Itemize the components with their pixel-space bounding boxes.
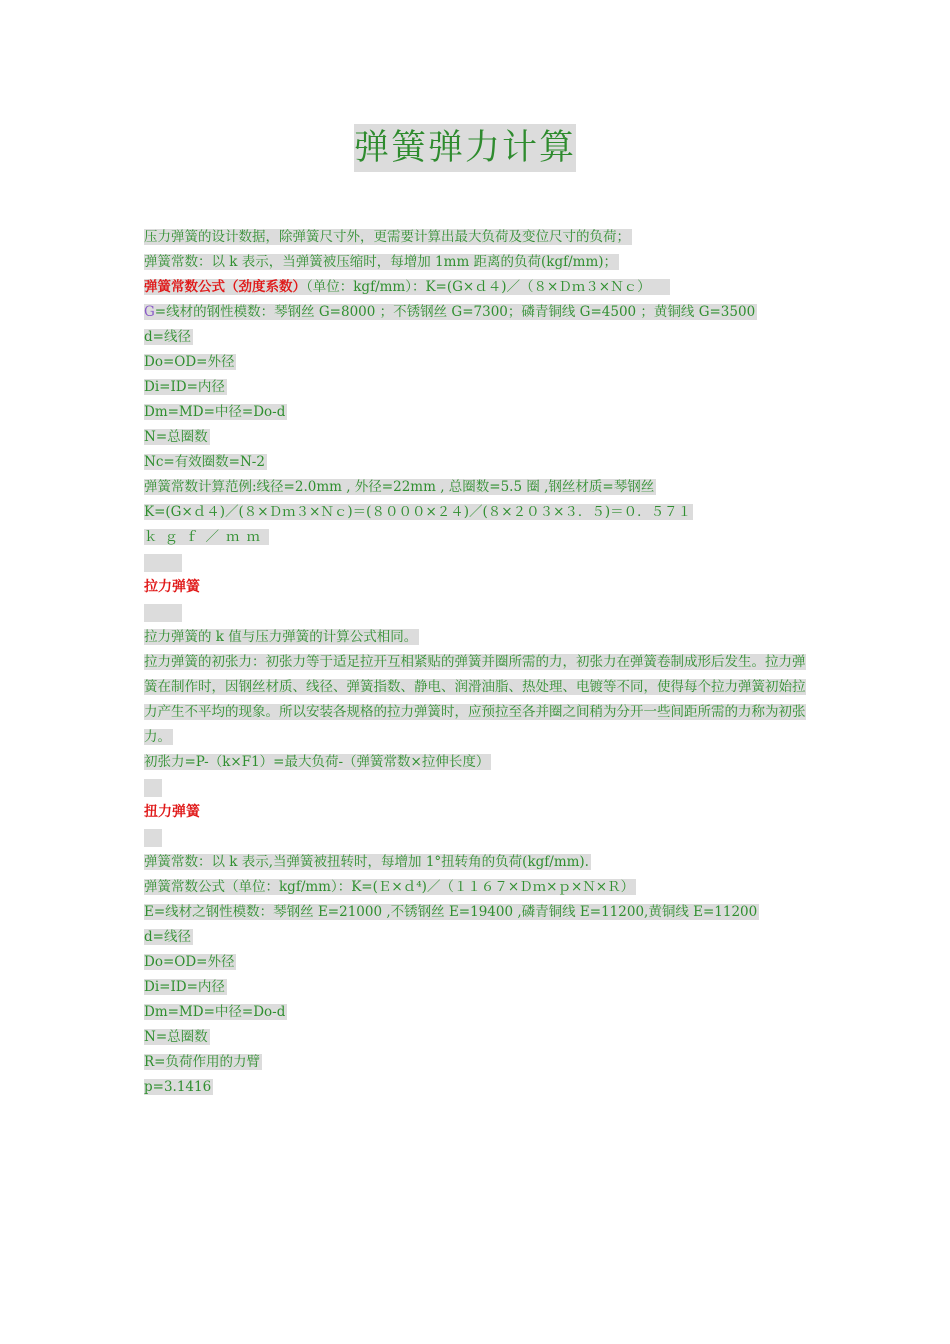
def-outer-diameter: Do=OD=外径 (144, 954, 235, 970)
paragraph-example: 弹簧常数计算范例:线径=2.0mm , 外径=22mm , 总圈数=5.5 圈 ,钢丝材质=琴钢丝 (144, 479, 655, 495)
formula-label: 弹簧常数公式（劲度系数） (144, 279, 306, 295)
heading-torsion-spring: 扭力弹簧 (144, 804, 200, 820)
def-wire-diameter: d=线径 (144, 929, 191, 945)
def-pi-value: p=3.1416 (144, 1079, 212, 1095)
g-symbol: G (144, 304, 155, 320)
blank-line (144, 825, 814, 850)
paragraph-initial-tension: 拉力弹簧的初张力：初张力等于适足拉开互相紧贴的弹簧并圈所需的力，初张力在弹簧卷制成形后发生。拉力弹簧在制作时，因钢丝材质、线径、弹簧指数、静电、润滑油脂、热处理、电镀等不同，使得每个拉力弹簧初始拉力产生不平均的现象。所以安装各规格的拉力弹簧时，应预拉至各并圈之间稍为分开一些间距所需的力称为初张力。 (144, 654, 806, 745)
formula-text: （单位：kgf/mm）：K=(G×ｄ４)／（８×Ｄｍ３×Ｎｃ） (306, 279, 651, 295)
def-outer-diameter: Do=OD=外径 (144, 354, 235, 370)
paragraph-tension-k: 拉力弹簧的 k 值与压力弹簧的计算公式相同。 (144, 629, 418, 645)
paragraph-e-modulus: E=线材之钢性模数：琴钢丝 E=21000 ,不锈钢丝 E=19400 ,磷青铜线 E=11200,黄铜线 E=11200 (144, 904, 758, 920)
def-load-arm: R=负荷作用的力臂 (144, 1054, 260, 1070)
paragraph-initial-tension-formula: 初张力=P-（k×F1）=最大负荷-（弹簧常数×拉伸长度） (144, 754, 490, 770)
paragraph-example-calc: K=(G×ｄ４)／(８×Ｄｍ３×Ｎｃ)＝(８０００×２４)／(８×２０３×３．５)＝０．５７１ (144, 504, 692, 520)
def-total-coils: N=总圈数 (144, 429, 208, 445)
paragraph-g-modulus: G=线材的钢性模数：琴钢丝 G=8000 ；不锈钢丝 G=7300；磷青铜线 G=4500 ；黄铜线 G=3500 (144, 304, 756, 320)
blank-line (144, 550, 814, 575)
paragraph-constant-formula (144, 275, 814, 300)
heading-tension-spring: 拉力弹簧 (144, 579, 200, 595)
paragraph-constant-definition: 弹簧常数：以 k 表示，当弹簧被压缩时，每增加 1mm 距离的负荷(kgf/mm)； (144, 254, 618, 270)
paragraph-torsion-formula: 弹簧常数公式（单位：kgf/mm）：K=(Ｅ×ｄ⁴)／（１１６７×Ｄｍ×ｐ×Ｎ×Ｒ） (144, 879, 635, 895)
paragraph-compression-intro: 压力弹簧的设计数据，除弹簧尺寸外，更需要计算出最大负荷及变位尺寸的负荷； (144, 229, 630, 245)
blank-line (144, 600, 814, 625)
def-active-coils: Nc=有效圈数=N-2 (144, 454, 265, 470)
blank-line (144, 775, 814, 800)
def-inner-diameter: Di=ID=内径 (144, 979, 225, 995)
def-inner-diameter: Di=ID=内径 (144, 379, 225, 395)
page-title: 弹簧弹力计算 (354, 124, 576, 172)
document-body (144, 225, 814, 1100)
def-mean-diameter: Dm=MD=中径=Do-d (144, 1004, 286, 1020)
def-total-coils: N=总圈数 (144, 1029, 208, 1045)
paragraph-torsion-constant: 弹簧常数：以 k 表示,当弹簧被扭转时，每增加 1°扭转角的负荷(kgf/mm). (144, 854, 589, 870)
paragraph-example-unit: ｋｇｆ／ｍｍ (144, 529, 267, 545)
def-wire-diameter: d=线径 (144, 329, 191, 345)
def-mean-diameter: Dm=MD=中径=Do-d (144, 404, 286, 420)
